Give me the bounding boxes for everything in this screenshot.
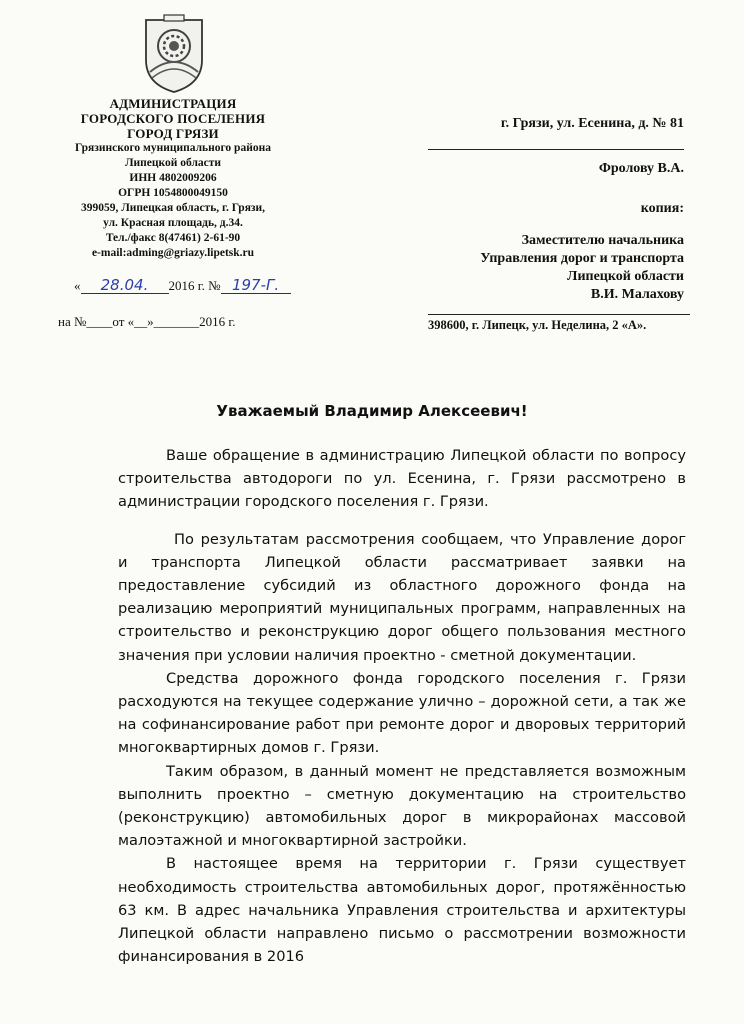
copy-recipient-line: Заместителю начальника [521, 233, 684, 248]
letter-body [118, 444, 686, 968]
handwritten-number: 197-Г. [231, 276, 280, 294]
paragraph: Ваше обращение в администрацию Липецкой области по вопросу строительства автодороги по ул. Есенина, г. Грязи рассмотрено в администрации городского поселения г. Грязи. [118, 447, 686, 511]
org-address-1: 399059, Липецкая область, г. Грязи, [80, 202, 266, 214]
copy-address: 398600, г. Липецк, ул. Неделина, 2 «А». [428, 314, 690, 333]
org-title-line: АДМИНИСТРАЦИЯ [109, 96, 237, 111]
org-inn: ИНН 4802009206 [129, 172, 217, 184]
org-email: e-mail:adming@griazy.lipetsk.ru [91, 247, 255, 259]
date-suffix: 2016 г. № [168, 278, 221, 293]
paragraph: Таким образом, в данный момент не представляется возможным выполнить проектно – сметную документацию на строительство (реконструкцию) автомобильных дорог в микрорайонах массовой малоэтажной и многоквартирной застройки. [118, 762, 686, 850]
recipient-block [428, 115, 684, 304]
org-title-line: ГОРОДСКОГО ПОСЕЛЕНИЯ [80, 111, 266, 126]
org-district: Грязинского муниципального района [75, 142, 271, 154]
divider [428, 149, 684, 150]
paragraph: По результатам рассмотрения сообщаем, что Управление дорог и транспорта Липецкой области рассматривает заявки на предоставление субсидий из областного дорожного фонда на реализацию мероприятий муниципальных программ, направленных на строительство и реконструкцию дорог общего пользования местного значения при условии наличия проектно - сметной документации. [118, 530, 686, 664]
org-title-line: ГОРОД ГРЯЗИ [127, 126, 219, 141]
coat-of-arms-icon [142, 14, 206, 94]
date-prefix: « [74, 278, 81, 293]
copy-recipient-line: Управления дорог и транспорта [480, 251, 684, 266]
org-ogrn: ОГРН 1054800049150 [118, 187, 228, 199]
paragraph: В настоящее время на территории г. Грязи существует необходимость строительства автомобильных дорог, протяжённостью 63 км. В адрес начальника Управления строительства и архитектуры Липецкой области направлено письмо о рассмотрении возможности финансирования в 2016 [118, 855, 686, 966]
org-region: Липецкой области [124, 157, 222, 169]
org-phone: Тел./факс 8(47461) 2-61-90 [105, 232, 241, 244]
greeting: Уважаемый Владимир Алексеевич! [216, 402, 528, 420]
paragraph: Средства дорожного фонда городского поселения г. Грязи расходуются на текущее содержание улично – дорожной сети, а так же на софинансирование работ при ремонте дорог и дворовых территорий многоквартирных домов г. Грязи. [118, 669, 686, 757]
copy-label: копия: [640, 201, 684, 216]
org-address-2: ул. Красная площадь, д.34. [103, 217, 243, 229]
copy-recipient-line: В.И. Малахову [590, 287, 684, 302]
outgoing-date-line [74, 278, 334, 294]
reference-line: на №____от «__»_______2016 г. [58, 314, 236, 329]
recipient-address: г. Грязи, ул. Есенина, д. № 81 [500, 116, 684, 131]
recipient-name: Фролову В.А. [598, 161, 684, 176]
handwritten-date: 28.04. [100, 276, 149, 294]
copy-recipient-line: Липецкой области [567, 269, 684, 284]
sender-block [28, 96, 318, 261]
